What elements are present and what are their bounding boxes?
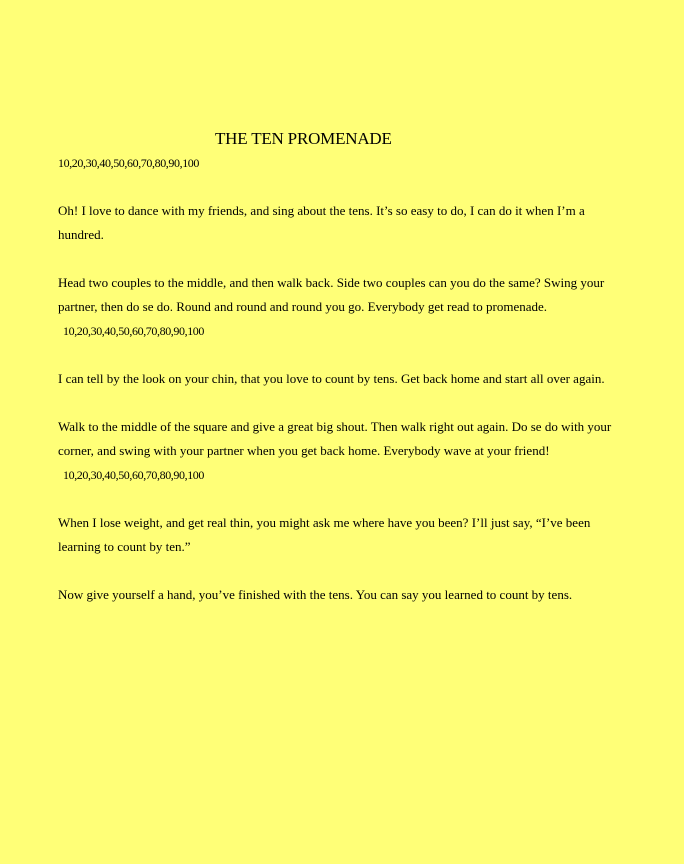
spacer bbox=[58, 487, 628, 511]
count-line: 10,20,30,40,50,60,70,80,90,100 bbox=[63, 324, 205, 338]
count-line: 10,20,30,40,50,60,70,80,90,100 bbox=[58, 156, 200, 170]
count-line: 10,20,30,40,50,60,70,80,90,100 bbox=[63, 468, 205, 482]
spacer bbox=[58, 343, 628, 367]
spacer bbox=[58, 559, 628, 583]
verse-paragraph: Walk to the middle of the square and give a great big shout. Then walk right out again. Do se do with your corner, and swing with your partner when you get back home. Everybody wave at your friend! bbox=[58, 419, 612, 458]
verse-paragraph: Oh! I love to dance with my friends, and sing about the tens. It’s so easy to do, I can do it when I’m a hundred. bbox=[58, 203, 585, 242]
verse-paragraph: I can tell by the look on your chin, that you love to count by tens. Get back home and start all over again. bbox=[58, 371, 605, 386]
spacer bbox=[58, 247, 628, 271]
spacer bbox=[58, 175, 628, 199]
verse-paragraph: Now give yourself a hand, you’ve finished with the tens. You can say you learned to count by tens. bbox=[58, 587, 573, 602]
verse-paragraph: Head two couples to the middle, and then walk back. Side two couples can you do the same? Swing your partner, then do se do. Round and round and round you go. Everybody get read to promenade. bbox=[58, 275, 605, 314]
document-body bbox=[58, 127, 628, 607]
spacer bbox=[58, 391, 628, 415]
verse-paragraph: When I lose weight, and get real thin, you might ask me where have you been? I’ll just say, “I’ve been learning to count by ten.” bbox=[58, 515, 591, 554]
document-title: THE TEN PROMENADE bbox=[215, 129, 392, 148]
